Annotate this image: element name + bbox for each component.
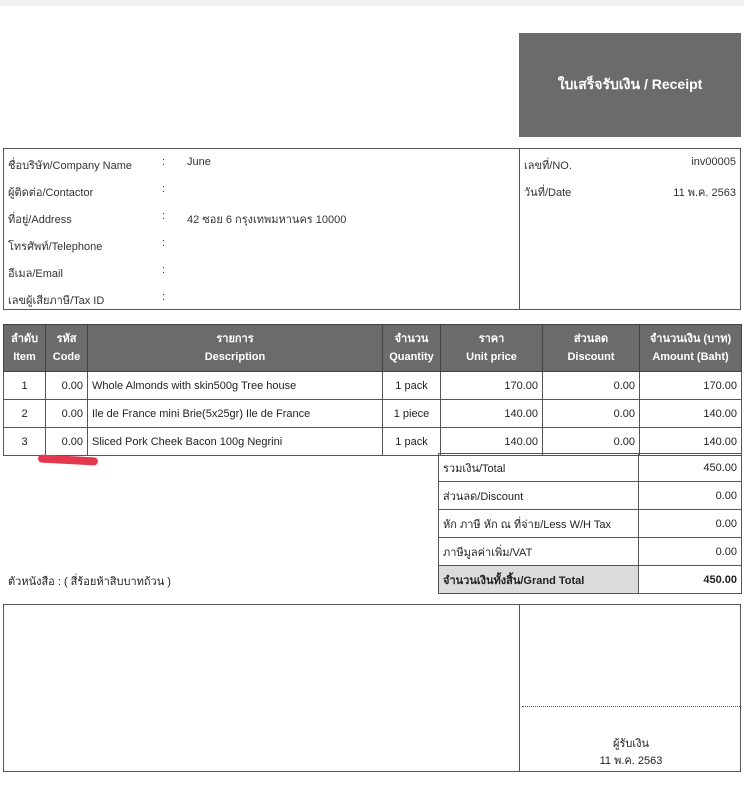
cell-unit-price: 140.00 <box>441 428 543 456</box>
date-label: วันที่/Date <box>524 187 572 199</box>
cell-item: 2 <box>4 400 46 428</box>
signature-date: 11 พ.ค. 2563 <box>599 755 663 767</box>
grand-total-row <box>439 566 742 594</box>
cell-amount: 140.00 <box>640 400 742 428</box>
cell-item: 1 <box>4 372 46 400</box>
cell-code: 0.00 <box>46 428 88 456</box>
table-row <box>4 428 742 456</box>
signature-divider <box>519 604 520 772</box>
table-row <box>4 372 742 400</box>
cell-description: Whole Almonds with skin500g Tree house <box>88 372 383 400</box>
colon: : <box>162 156 166 168</box>
cell-quantity: 1 pack <box>383 372 441 400</box>
total-label: รวมเงิน/Total <box>439 454 639 482</box>
cell-discount: 0.00 <box>543 400 640 428</box>
discount-label: ส่วนลด/Discount <box>439 482 639 510</box>
total-value: 450.00 <box>639 454 742 482</box>
signature-line <box>522 706 740 707</box>
contact-label: ผู้ติดต่อ/Contactor <box>8 187 94 199</box>
total-row <box>439 454 742 482</box>
cell-amount: 140.00 <box>640 428 742 456</box>
cell-quantity: 1 piece <box>383 400 441 428</box>
date-value: 11 พ.ค. 2563 <box>673 187 736 199</box>
header-quantity: จำนวน Quantity <box>383 325 441 372</box>
company-value: June <box>187 156 211 168</box>
colon: : <box>162 210 166 222</box>
cell-description: Ile de France mini Brie(5x25gr) Ile de France <box>88 400 383 428</box>
tax-label: เลขผู้เสียภาษี/Tax ID <box>8 295 105 307</box>
header-code: รหัส Code <box>46 325 88 372</box>
no-value: inv00005 <box>691 156 736 168</box>
cell-unit-price: 170.00 <box>441 372 543 400</box>
grand-total-value: 450.00 <box>639 566 742 594</box>
colon: : <box>162 237 166 249</box>
top-bar <box>0 0 744 6</box>
cell-quantity: 1 pack <box>383 428 441 456</box>
table-row <box>4 400 742 428</box>
cell-discount: 0.00 <box>543 372 640 400</box>
header-unit-price: ราคา Unit price <box>441 325 543 372</box>
wht-row <box>439 510 742 538</box>
wht-value: 0.00 <box>639 510 742 538</box>
header-item: ลำดับ Item <box>4 325 46 372</box>
discount-row <box>439 482 742 510</box>
vat-row <box>439 538 742 566</box>
colon: : <box>162 183 166 195</box>
items-table <box>3 324 742 456</box>
annotation-stroke <box>38 454 98 465</box>
cell-amount: 170.00 <box>640 372 742 400</box>
header-amount: จำนวนเงิน (บาท) Amount (Baht) <box>640 325 742 372</box>
cell-item: 3 <box>4 428 46 456</box>
header-description: รายการ Description <box>88 325 383 372</box>
cell-description: Sliced Pork Cheek Bacon 100g Negrini <box>88 428 383 456</box>
cell-code: 0.00 <box>46 400 88 428</box>
colon: : <box>162 264 166 276</box>
cell-unit-price: 140.00 <box>441 400 543 428</box>
header-discount: ส่วนลด Discount <box>543 325 640 372</box>
discount-value: 0.00 <box>639 482 742 510</box>
totals-table <box>438 453 742 594</box>
receipt-title <box>519 33 741 137</box>
email-label: อีเมล/Email <box>8 268 63 280</box>
cell-code: 0.00 <box>46 372 88 400</box>
wht-label: หัก ภาษี หัก ณ ที่จ่าย/Less W/H Tax <box>439 510 639 538</box>
phone-label: โทรศัพท์/Telephone <box>8 241 103 253</box>
grand-total-label: จำนวนเงินทั้งสิ้น/Grand Total <box>439 566 639 594</box>
table-header-row <box>4 325 742 372</box>
colon: : <box>162 291 166 303</box>
company-label: ชื่อบริษัท/Company Name <box>8 160 132 172</box>
cell-discount: 0.00 <box>543 428 640 456</box>
no-label: เลขที่/NO. <box>524 160 572 172</box>
receipt-title-text: ใบเสร็จรับเงิน / Receipt <box>557 76 703 92</box>
address-label: ที่อยู่/Address <box>8 214 72 226</box>
address-value: 42 ซอย 6 กรุงเทพมหานคร 10000 <box>187 214 347 226</box>
signature-label: ผู้รับเงิน <box>613 738 649 750</box>
amount-in-words: ตัวหนังสือ : ( สี่ร้อยห้าสิบบาทถ้วน ) <box>8 576 171 588</box>
vat-label: ภาษีมูลค่าเพิ่ม/VAT <box>439 538 639 566</box>
vat-value: 0.00 <box>639 538 742 566</box>
info-divider <box>519 148 520 310</box>
